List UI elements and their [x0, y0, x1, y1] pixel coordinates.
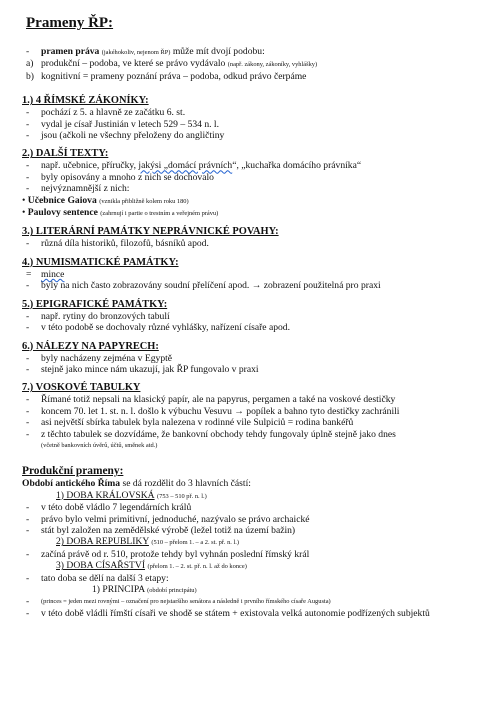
note-small: (753 – 510 př. n. l.): [157, 492, 207, 500]
list-item: [22, 429, 490, 440]
note-small: (princes = jeden mezi rovnými – označení pro nejstaršího senátora a následně i prvního římského císaře Augusta): [41, 598, 331, 606]
period-label: 1) DOBA KRÁLOVSKÁ: [56, 489, 155, 501]
note-small: (jakéhokoliv, nejenom ŘP): [101, 49, 171, 56]
section-heading-literarni: 3.) LITERÁRNÍ PAMÁTKY NEPRÁVNICKÉ POVAHY:: [22, 226, 279, 238]
list-item: [22, 502, 490, 513]
list-text: např. učebnice, příručky,: [41, 160, 139, 172]
list-marker: -: [26, 183, 30, 195]
list-marker: -: [26, 502, 30, 514]
list-text: koncem 70. let 1. st. n. l. došlo k výbuchu Vesuvu → popílek a bahno tyto destičky zachránili: [41, 405, 400, 417]
list-text: nejvýznamnější z nich:: [41, 183, 130, 195]
list-marker: -: [26, 548, 30, 560]
note-small: (včetně bankovních úvěrů, účtů, směnek atd.): [41, 441, 158, 449]
list-marker: -: [26, 280, 30, 292]
intro-line-2: [22, 58, 490, 70]
period-label: 3) DOBA CÍSAŘSTVÍ: [56, 560, 146, 572]
list-marker: b): [26, 70, 34, 82]
subperiod-heading: [22, 584, 490, 596]
period-heading-kralovska: [22, 490, 490, 502]
list-item: [22, 417, 490, 428]
term-pramen-prava: pramen práva: [41, 46, 100, 57]
list-marker: -: [26, 394, 30, 406]
list-item: [22, 311, 490, 322]
section-heading-zakoniky: 1.) 4 ŘÍMSKÉ ZÁKONÍKY:: [22, 95, 149, 107]
list-text: byly nacházeny zejména v Egyptě: [41, 352, 173, 364]
section-heading-epigraficke: 5.) EPIGRAFICKÉ PAMÁTKY:: [22, 298, 168, 310]
list-item: [22, 364, 490, 375]
list-text: právo bylo velmi primitivní, jednoduché, nazývalo se právo archaické: [41, 513, 310, 525]
list-marker: -: [26, 107, 30, 119]
list-item: [22, 608, 490, 619]
list-text: různá díla historiků, filozofů, básníků apod.: [41, 238, 209, 250]
list-text: mince: [41, 268, 65, 280]
section-heading-produkcni: Produkční prameny:: [22, 465, 124, 478]
list-marker: -: [26, 363, 30, 375]
note-small: (zahrnují i partie o trestním a veřejném právu): [100, 210, 219, 218]
list-text: v této době vládlo 7 legendárních králů: [41, 502, 192, 514]
list-text: vydal je císař Justinián v letech 529 – 534 n. l.: [41, 118, 219, 130]
intro-text: produkční – podoba, ve které se právo vydávalo: [41, 58, 226, 70]
list-marker: -: [26, 607, 30, 619]
list-item: [22, 394, 490, 405]
list-item: [22, 280, 490, 291]
list-item: [22, 322, 490, 333]
list-item: [22, 406, 490, 417]
section-heading-numismaticke: 4.) NUMISMATICKÉ PAMÁTKY:: [22, 256, 179, 268]
bullet-marker: •: [22, 194, 26, 206]
list-marker: -: [26, 118, 30, 130]
list-item: [22, 596, 490, 607]
period-heading-republika: [22, 536, 490, 548]
period-heading-cisarstvi: [22, 560, 490, 572]
intro-text: může mít dvojí podobu:: [172, 46, 265, 57]
list-marker: -: [26, 160, 30, 172]
term-ucebnice-gaiova: Učebnice Gaiova: [27, 194, 97, 206]
list-item: [22, 119, 490, 130]
note-small: (přelom 1. – 2. st. př. n. l. až do konce): [147, 563, 247, 571]
list-text: asi největší sbírka tabulek byla nalezena v rodinné vile Sulpiciů = rodina bankéřů: [41, 417, 354, 429]
list-marker: -: [26, 596, 30, 608]
list-item: [22, 573, 490, 584]
list-marker: -: [26, 513, 30, 525]
bullet-item: [22, 195, 490, 207]
page-title: Prameny ŘP:: [26, 15, 114, 31]
bullet-marker: •: [22, 207, 26, 219]
list-text: “, „kuchařka domácího právníka“: [232, 160, 362, 172]
list-text: se dá rozdělit do 3 hlavních částí:: [120, 478, 251, 490]
note-small: (období principátu): [147, 587, 197, 594]
period-label: 2) DOBA REPUBLIKY: [56, 536, 149, 548]
list-text: tato doba se dělí na další 3 etapy:: [41, 572, 169, 584]
list-text: byly na nich často zobrazovány soudní přelíčení apod. → zobrazení použitelná pro praxi: [41, 280, 381, 292]
list-marker: -: [26, 524, 30, 536]
list-text: z těchto tabulek se dozvídáme, že bankovní obchody tehdy fungovaly úplně stejně jako dnes: [41, 428, 396, 440]
section-heading-papyry: 6.) NÁLEZY NA PAPYRECH:: [22, 340, 159, 352]
list-item: [22, 269, 490, 280]
note-small: (vznikla přibližně kolem roku 180): [99, 197, 189, 205]
note-small: (510 – přelom 1. – a 2. st. př. n. l.): [151, 539, 240, 547]
list-marker: -: [26, 238, 30, 250]
note-small: (např. zákony, zákoníky, vyhlášky): [227, 61, 318, 69]
list-marker: -: [26, 310, 30, 322]
list-marker: -: [26, 405, 30, 417]
bullet-item: [22, 207, 490, 219]
list-item: [22, 238, 490, 249]
spellcheck-underlined-text: jakýsi „domácí právních: [138, 160, 233, 172]
list-text: pochází z 5. a hlavně ze začátku 6. st.: [41, 107, 186, 119]
list-marker: =: [26, 268, 32, 280]
list-item: [22, 549, 490, 560]
list-text: Římané totiž nepsali na klasický papír, ale na papyrus, pergamen a také na voskové destičky: [41, 394, 396, 406]
list-marker: -: [26, 46, 30, 57]
list-text: např. rytiny do bronzových tabulí: [41, 310, 170, 322]
list-item: [22, 107, 490, 118]
list-text: stát byl založen na zemědělské výrobě (ležel totiž na území bažin): [41, 524, 296, 536]
list-item: [22, 130, 490, 141]
list-item: [22, 353, 490, 364]
list-marker: -: [26, 322, 30, 334]
list-marker: -: [26, 417, 30, 429]
term-obdobi-rima: Období antického Říma: [22, 478, 121, 490]
list-item: [22, 172, 490, 183]
list-item: [22, 183, 490, 194]
list-item: [22, 160, 490, 171]
list-text: stejně jako mince nám ukazují, jak ŘP fungovalo v praxi: [41, 363, 259, 375]
intro-line-3: [22, 71, 490, 82]
list-text: byly opisovány a mnoho z nich se dochovalo: [41, 171, 214, 183]
list-item: [22, 514, 490, 525]
subperiod-label: 1) PRINCIPA: [92, 584, 145, 595]
list-marker: -: [26, 572, 30, 584]
intro-line-1: [22, 46, 490, 58]
list-text: v této době vládli římští císaři ve shodě se státem + existovala velká autonomie podřízených subjektů: [41, 607, 430, 619]
list-marker: -: [26, 130, 30, 142]
prod-intro: [22, 478, 490, 489]
term-paulovy-sentence: Paulovy sentence: [27, 207, 98, 219]
list-item-continuation: [22, 440, 490, 451]
document-page: [22, 10, 490, 619]
list-marker: -: [26, 171, 30, 183]
list-text: začíná právě od r. 510, protože tehdy byl vyhnán poslední římský král: [41, 548, 310, 560]
list-text: jsou (ačkoli ne všechny přeloženy do angličtiny: [41, 130, 225, 142]
list-marker: -: [26, 352, 30, 364]
section-heading-dalsi-texty: 2.) DALŠÍ TEXTY:: [22, 148, 109, 160]
section-heading-voskove: 7.) VOSKOVÉ TABULKY: [22, 382, 141, 394]
intro-text: kognitivní = prameny poznání práva – podoba, odkud právo čerpáme: [41, 70, 307, 82]
list-text: v této podobě se dochovaly různé vyhlášky, nařízení císaře apod.: [41, 322, 290, 334]
list-item: [22, 525, 490, 536]
list-marker: a): [26, 58, 34, 70]
list-marker: -: [26, 428, 30, 440]
